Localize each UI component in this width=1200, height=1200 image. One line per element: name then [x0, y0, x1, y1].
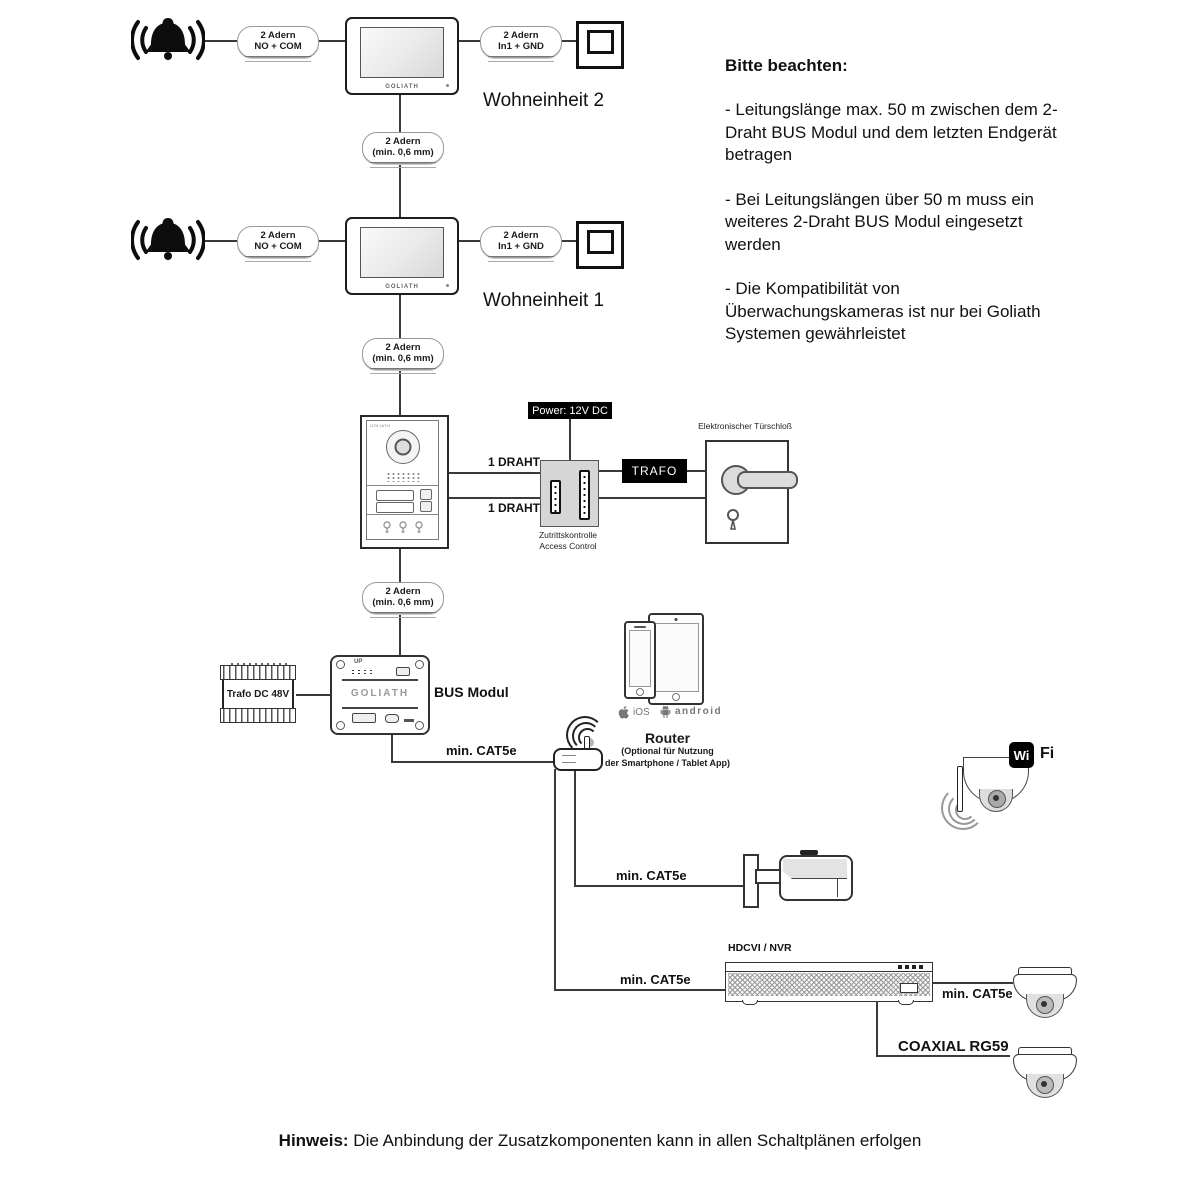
pill-line1: 2 Adern [385, 342, 421, 354]
wire [391, 731, 393, 763]
nvr-status-leds [898, 965, 926, 969]
dome-camera-glass [1026, 1074, 1064, 1098]
pill-line2: NO + COM [254, 41, 302, 52]
pill-line2: In1 + GND [498, 241, 544, 252]
wire [317, 240, 345, 242]
wire-label-cat5e: min. CAT5e [620, 972, 691, 987]
trafo-label: TRAFO [622, 459, 687, 483]
psu-terminals-bottom [220, 708, 296, 723]
door-camera-icon [386, 430, 420, 464]
bus-module-label: BUS Modul [434, 684, 509, 700]
wire-router-cam [574, 769, 576, 887]
footer-text: Die Anbindung der Zusatzkomponenten kann in allen Schaltplänen erfolgen [348, 1131, 922, 1150]
bus-dash [404, 719, 414, 722]
psu-trafo-dc48v [220, 659, 296, 731]
ios-logo [617, 705, 650, 720]
doorbell-chime-icon [131, 11, 205, 69]
footer-note [0, 1131, 1200, 1151]
wifi-fi-text: Fi [1040, 745, 1055, 762]
pill-line1: 2 Adern [503, 230, 539, 242]
ethernet-port [352, 713, 376, 723]
psu-label: Trafo DC 48V [222, 680, 294, 708]
monitor-screen [360, 27, 444, 78]
router-device [553, 748, 603, 771]
pill-line1: 2 Adern [385, 136, 421, 148]
pill-line1: 2 Adern [503, 30, 539, 42]
apple-icon [617, 705, 630, 720]
doorbell-chime-icon [131, 211, 205, 269]
tablet-screen [653, 623, 699, 692]
wire-bus-router [391, 761, 553, 763]
note-item: - Leitungslänge max. 50 m zwischen dem 2-Draht BUS Modul und dem letzten Endgerät betragen [725, 100, 1058, 165]
wire-nvr-coax [876, 1001, 878, 1057]
wire-router-cam [574, 885, 743, 887]
nvr-recorder [725, 962, 933, 1002]
wire-label-cat5e: min. CAT5e [616, 868, 687, 883]
pill-line1: 2 Adern [260, 30, 296, 42]
wire-router-nvr [554, 989, 725, 991]
wire [560, 40, 576, 42]
door-station-face [360, 415, 445, 545]
tablet-camera [675, 618, 678, 621]
wire [399, 164, 401, 217]
door-station-icon-section [367, 515, 438, 539]
notes-title: Bitte beachten: [725, 56, 848, 75]
doorbell-button-icon [576, 21, 624, 69]
wire-label-1draht: 1 DRAHT [488, 455, 541, 469]
speaker-grille [386, 472, 420, 482]
monitor-led [446, 284, 449, 287]
router-label: Router [644, 730, 691, 746]
doorbell-button-inner [587, 30, 614, 54]
wire-router-nvr [554, 769, 556, 991]
doorbell-button-icon [576, 221, 624, 269]
call-button [420, 489, 432, 500]
pill-line2: (min. 0,6 mm) [372, 597, 434, 608]
bullet-camera [779, 855, 853, 901]
door-lock-label: Elektronischer Türschloß [698, 421, 792, 431]
pill-line1: 2 Adern [260, 230, 296, 242]
wire-power [569, 419, 571, 460]
camera-sunshield [783, 859, 847, 879]
android-icon [659, 704, 672, 719]
pill-line2: (min. 0,6 mm) [372, 353, 434, 364]
bus-port [396, 667, 410, 676]
call-button [420, 501, 432, 512]
psu-terminals-top [220, 665, 296, 680]
tablet-icon [648, 613, 704, 705]
smartphone-icon [624, 621, 656, 699]
monitor-screen [360, 227, 444, 278]
router-sub1: (Optional für Nutzung [621, 746, 714, 756]
ios-text: iOS [633, 707, 650, 718]
wire [399, 291, 401, 338]
wire [399, 545, 401, 582]
wire [205, 240, 237, 242]
cable-label-min06 [362, 582, 444, 614]
lens-pupil [1041, 1081, 1047, 1087]
bullet-camera-handle [800, 850, 818, 855]
electronic-door-lock [705, 440, 789, 544]
nvr-foot [898, 1000, 914, 1005]
wire-1draht [445, 497, 540, 499]
bus-up-marking: UP [354, 659, 363, 665]
screw-icon [336, 721, 345, 730]
divider [342, 707, 418, 709]
screw-icon [415, 660, 424, 669]
unit1-label: Wohneinheit 1 [483, 290, 605, 311]
wire [205, 40, 237, 42]
access-control-label [523, 530, 613, 551]
screw-icon [336, 660, 345, 669]
door-station-camera-section [367, 421, 438, 486]
nvr-label: HDCVI / NVR [728, 942, 792, 954]
cable-label-in1-gnd [480, 226, 562, 258]
indoor-monitor-unit2 [345, 17, 459, 95]
camera-antenna [957, 766, 963, 812]
door-station-panel [366, 420, 439, 540]
notes-block [725, 55, 1081, 367]
bus-connector [385, 714, 399, 723]
android-logo [659, 704, 722, 719]
wire [597, 470, 622, 472]
lens-pupil [993, 795, 999, 801]
goliath-logo: GOLIATH [350, 688, 410, 699]
wire-label-coaxial: COAXIAL RG59 [898, 1038, 1009, 1055]
doorbell-button-inner [587, 230, 614, 254]
power-label: Power: 12V DC [528, 402, 612, 419]
wire-1draht [445, 472, 540, 474]
pill-line1: 2 Adern [385, 586, 421, 598]
nvr-foot [742, 1000, 758, 1005]
footer-bold: Hinweis: [278, 1131, 349, 1150]
nvr-usb-port [900, 983, 918, 993]
cable-label-in1-gnd [480, 26, 562, 58]
phone-screen [629, 630, 651, 687]
phone-speaker [634, 626, 646, 628]
door-release-icons [380, 520, 426, 534]
unit2-label: Wohneinheit 2 [483, 90, 605, 111]
terminal-strip [579, 470, 590, 520]
router-vents [562, 755, 576, 763]
wire [399, 91, 401, 134]
phone-home-button [636, 688, 644, 696]
router-sub2: der Smartphone / Tablet App) [604, 757, 730, 768]
goliath-logo: GOLIATH [385, 284, 419, 290]
wire [597, 497, 705, 499]
cable-label-min06 [362, 338, 444, 370]
wire [687, 470, 705, 472]
access-control-module [540, 460, 599, 527]
terminal-strip [550, 480, 561, 514]
camera-front-cap [837, 879, 839, 897]
pill-line2: (min. 0,6 mm) [372, 147, 434, 158]
wire [317, 40, 345, 42]
wire-nvr-dome1 [931, 982, 1013, 984]
cable-label-min06 [362, 132, 444, 164]
door-handle-lever [737, 471, 798, 489]
goliath-logo: GOLIATH [370, 423, 391, 428]
wire-label-cat5e: min. CAT5e [446, 743, 517, 758]
nameplate [376, 502, 414, 513]
keyhole-icon [725, 508, 741, 534]
nameplate [376, 490, 414, 501]
wire-label-1draht: 1 DRAHT [488, 501, 541, 515]
access-label-line1: Zutrittskontrolle [538, 530, 598, 540]
note-item: - Die Kompatibilität von Überwachungskameras ist nur bei Goliath Systemen gewährleistet [725, 279, 1041, 343]
indoor-monitor-unit1 [345, 217, 459, 295]
wire [399, 370, 401, 415]
pill-line2: In1 + GND [498, 41, 544, 52]
pill-line2: NO + COM [254, 241, 302, 252]
cable-label-no-com [237, 226, 319, 258]
door-station-button-section [367, 486, 438, 515]
android-text: android [675, 706, 723, 717]
divider [342, 679, 418, 681]
nvr-top-panel [726, 963, 932, 972]
wire [560, 240, 576, 242]
goliath-logo: GOLIATH [385, 84, 419, 90]
wifi-wi-badge: Wi [1009, 742, 1034, 768]
screw-icon [415, 721, 424, 730]
bus-terminal-marks [350, 669, 374, 675]
wire-nvr-coax [876, 1055, 1010, 1057]
bus-module [330, 655, 430, 735]
tablet-home-button [672, 693, 680, 701]
cable-label-no-com [237, 26, 319, 58]
lens-pupil [1041, 1001, 1047, 1007]
wire-label-cat5e: min. CAT5e [942, 986, 1013, 1001]
wire [296, 694, 330, 696]
monitor-led [446, 84, 449, 87]
note-item: - Bei Leitungslängen über 50 m muss ein weiteres 2-Draht BUS Modul eingesetzt werden [725, 189, 1035, 254]
access-label-line2: Access Control [539, 540, 597, 551]
wire [399, 614, 401, 655]
dome-camera-glass [1026, 994, 1064, 1018]
